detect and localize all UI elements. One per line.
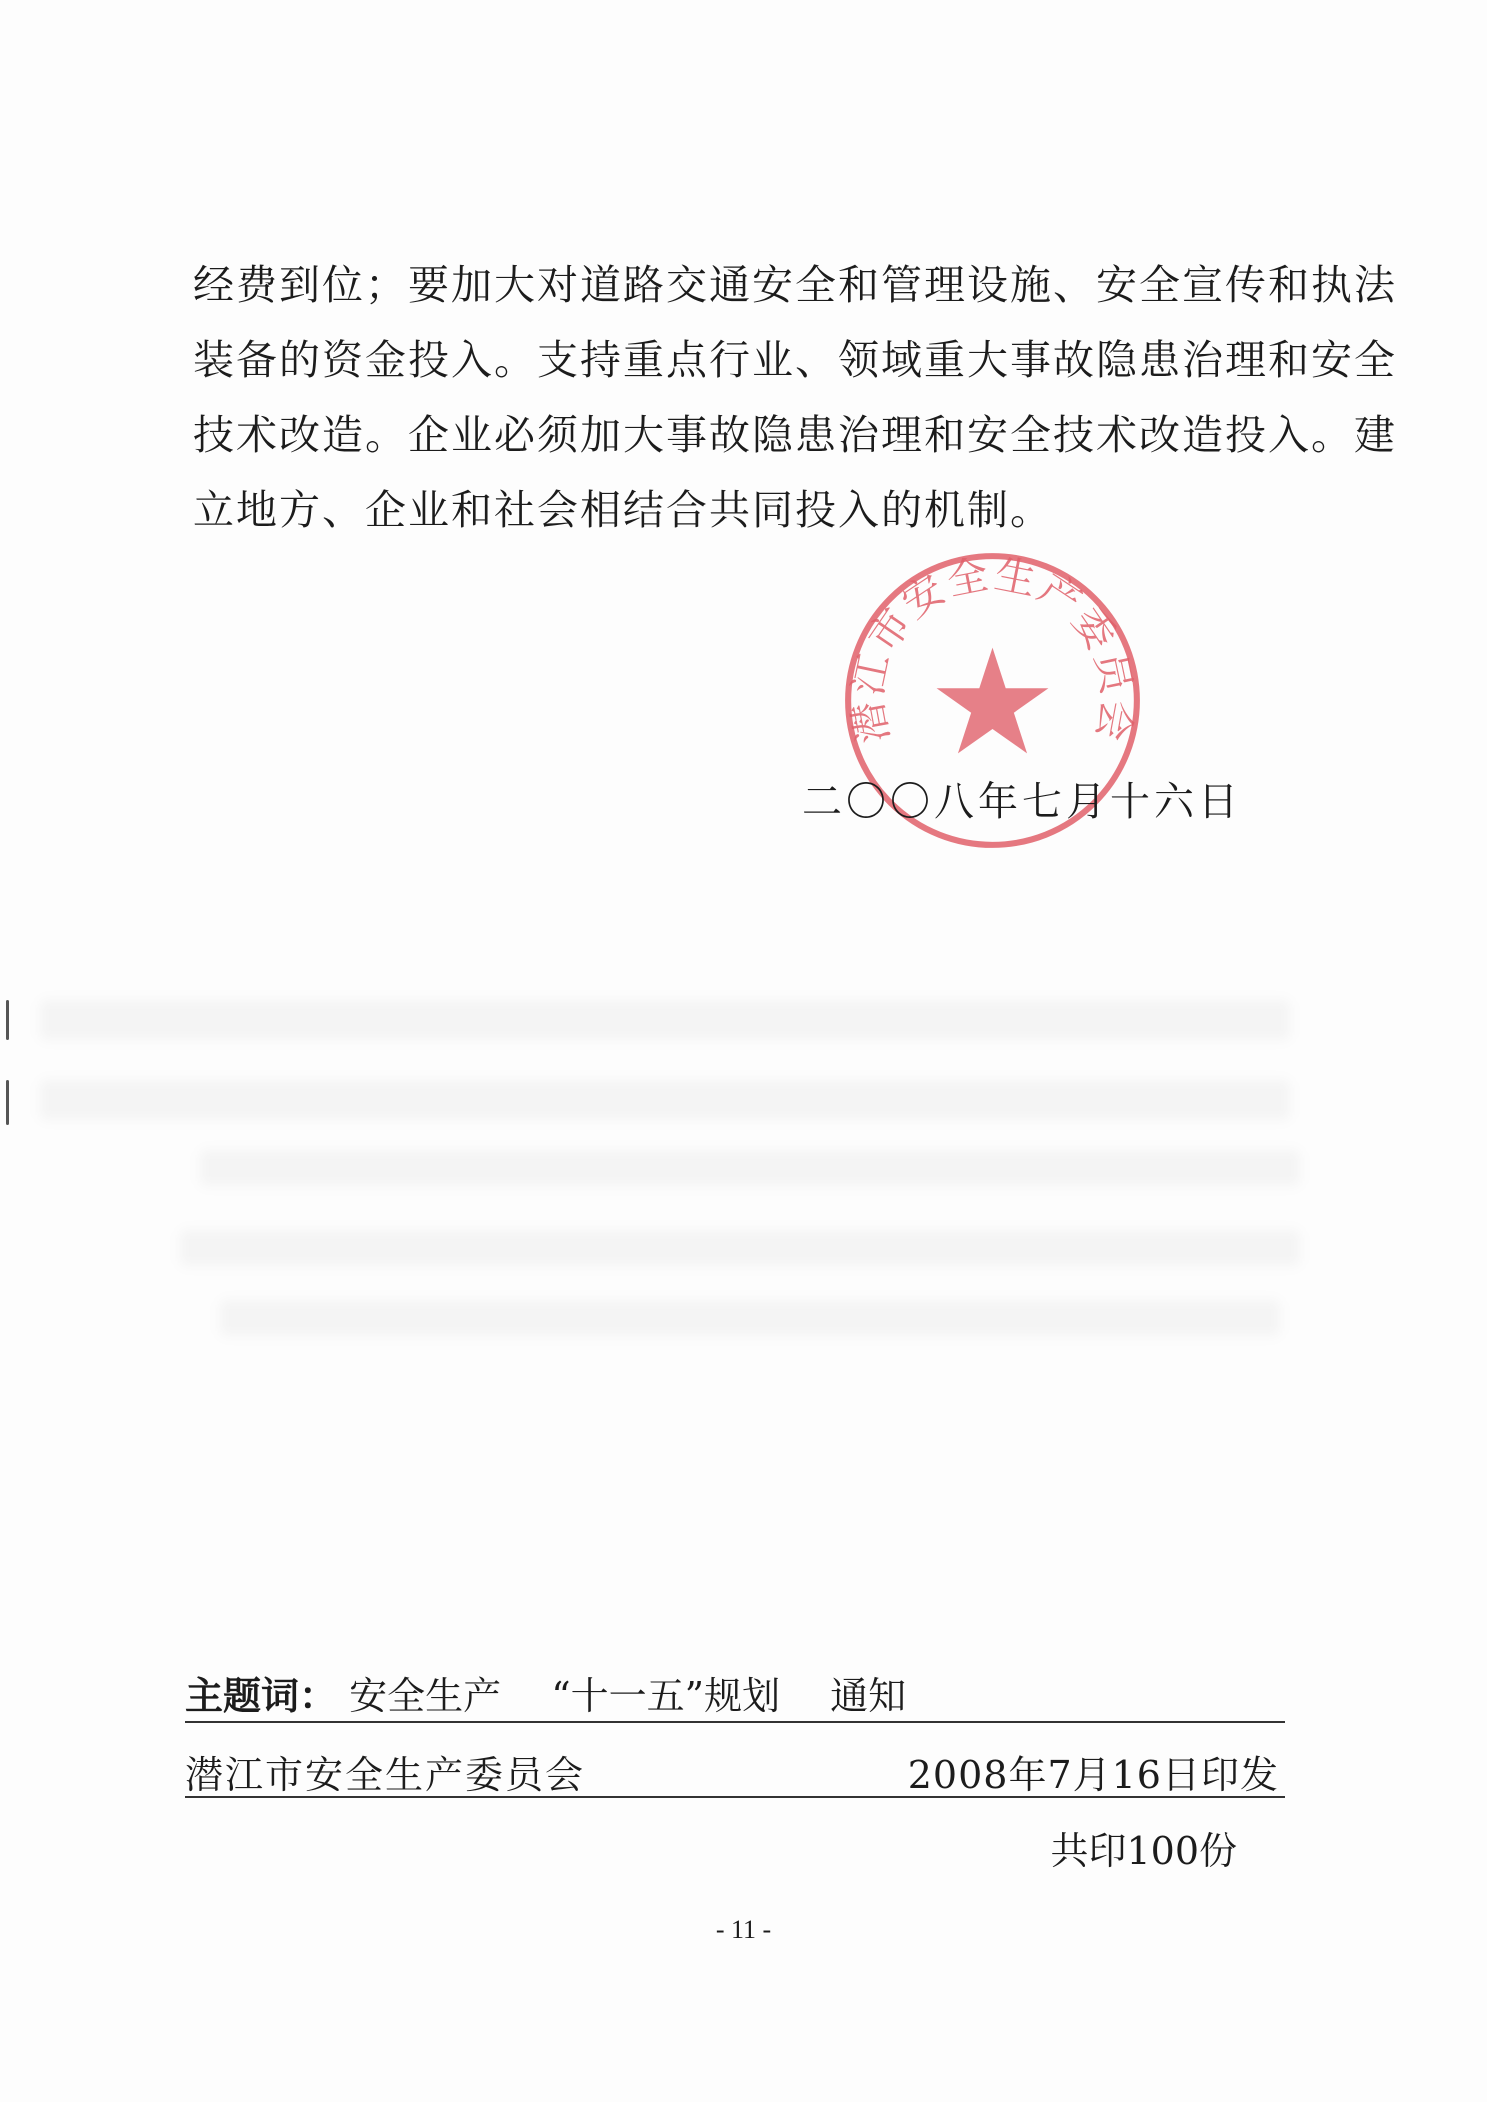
scan-artifact — [180, 1230, 1300, 1266]
issuer-name: 潜江市安全生产委员会 — [185, 1753, 586, 1797]
scan-artifact — [220, 1300, 1280, 1336]
body-line: 经费到位；要加大对道路交通安全和管理设施、安全宣传和执法 — [193, 261, 1397, 309]
issuer-row — [185, 1740, 1285, 1798]
scan-edge-mark — [6, 1080, 9, 1125]
body-paragraph — [193, 248, 1397, 548]
issue-date: 2008年7月16日印发 — [907, 1753, 1279, 1797]
keyword-item: “十一五”规划 — [551, 1674, 781, 1718]
scan-artifact — [200, 1150, 1300, 1186]
body-line: 技术改造。企业必须加大事故隐患治理和安全技术改造投入。建 — [193, 411, 1397, 459]
svg-text:潜江市安全生产委员会: 潜江市安全生产委员会 — [843, 549, 1142, 747]
page-number: - 11 - — [715, 1915, 772, 1944]
keyword-item: 通知 — [830, 1674, 907, 1718]
print-copies: 共印100份 — [1050, 1829, 1237, 1873]
body-line: 立地方、企业和社会相结合共同投入的机制。 — [193, 486, 1053, 534]
scan-edge-mark — [6, 1000, 9, 1040]
keyword-item: 安全生产 — [349, 1674, 502, 1718]
keywords-line — [185, 1665, 1285, 1723]
scan-artifact — [40, 1080, 1290, 1120]
keywords-label: 主题词： — [185, 1673, 338, 1718]
document-date: 二〇〇八年七月十六日 — [802, 779, 1242, 825]
body-line: 装备的资金投入。支持重点行业、领域重大事故隐患治理和安全 — [193, 336, 1397, 384]
scan-artifact — [40, 1000, 1290, 1040]
star-icon — [937, 648, 1049, 754]
